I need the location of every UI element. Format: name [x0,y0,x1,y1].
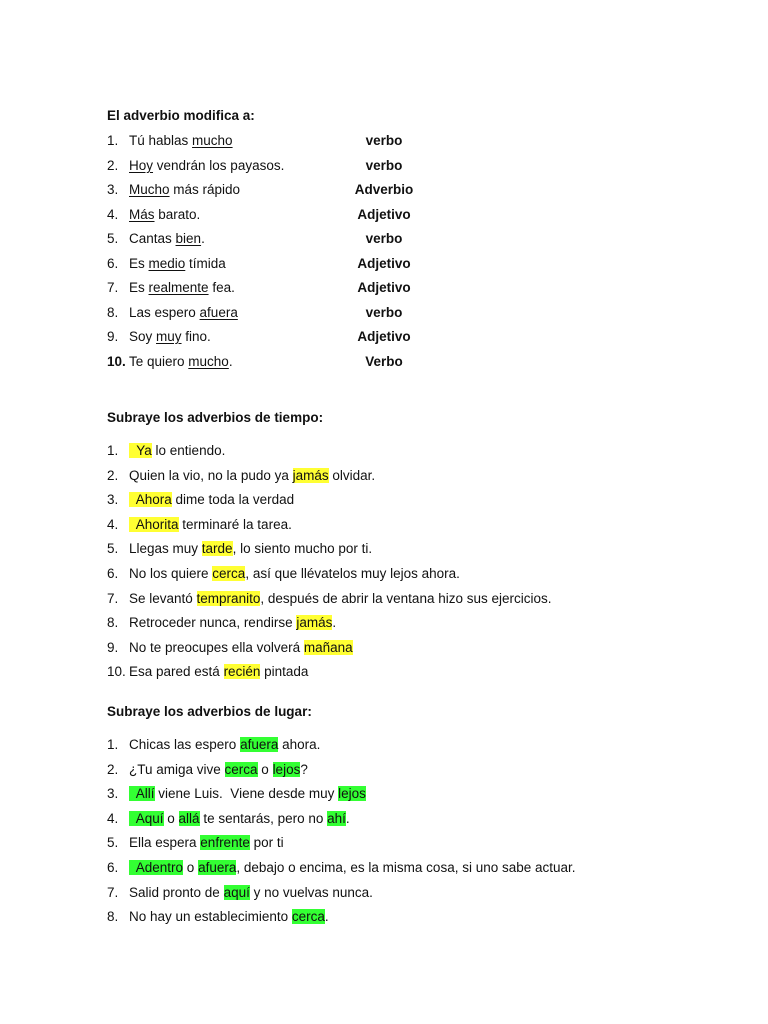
section2-item [107,515,292,535]
item-text: barato. [154,207,201,222]
highlighted-word: jamás [292,468,329,483]
highlighted-word: tarde [201,541,233,556]
item-text: . [324,909,329,924]
item-text: Ella espera [129,835,201,850]
underlined-word: mucho [192,133,233,148]
item-number: 1. [107,133,119,148]
section1-item [107,131,233,151]
item-text: . [345,811,350,826]
section1-item [107,180,240,200]
section2-item [107,613,336,633]
item-number: 3. [107,492,119,507]
item-number: 3. [107,182,119,197]
item-text: Cantas [129,231,176,246]
item-text: o [183,860,199,875]
highlighted-word: Ahorita [129,517,179,532]
highlighted-word: mañana [303,640,353,655]
section1-item [107,327,211,347]
highlighted-word: allá [178,811,200,826]
section1-item [107,229,205,249]
highlighted-word: jamás [296,615,333,630]
highlighted-word: tempranito [196,591,261,606]
item-text: pintada [260,664,309,679]
answer-label: verbo [365,158,403,173]
item-text: fino. [181,329,211,344]
item-text: No te preocupes ella volverá [129,640,304,655]
item-number: 2. [107,762,119,777]
section3-item [107,784,366,804]
item-text: olvidar. [328,468,376,483]
section-heading-tiempo: Subraye los adverbios de tiempo: [107,410,324,425]
section1-item [107,156,284,176]
highlighted-word: Allí [129,786,155,801]
item-text: Chicas las espero [129,737,241,752]
section2-item [107,539,372,559]
section2-item [107,441,225,461]
section2-item [107,490,294,510]
item-number: 5. [107,231,119,246]
item-text: te sentarás, pero no [199,811,328,826]
item-text: terminaré la tarea. [178,517,292,532]
section3-item [107,760,308,780]
item-text: , lo siento mucho por ti. [232,541,373,556]
item-number: 6. [107,566,119,581]
section1-item [107,205,200,225]
item-text: Es [129,256,149,271]
highlighted-word: lejos [272,762,301,777]
item-text: Llegas muy [129,541,202,556]
highlighted-word: afuera [240,737,279,752]
item-number: 4. [107,811,119,826]
item-text: lo entiendo. [151,443,226,458]
section3-item [107,858,576,878]
item-text: Las espero [129,305,200,320]
item-text: o [257,762,273,777]
section1-item [107,254,226,274]
item-text: , así que llévatelos muy lejos ahora. [245,566,460,581]
item-text: Te quiero [129,354,189,369]
item-number: 8. [107,305,119,320]
section3-item [107,883,373,903]
section2-item [107,564,460,584]
item-number: 9. [107,329,119,344]
highlighted-word: enfrente [200,835,250,850]
item-text: . [332,615,337,630]
item-number: 6. [107,860,119,875]
item-number: 6. [107,256,119,271]
highlighted-word: cerca [212,566,246,581]
item-number: 5. [107,835,119,850]
highlighted-word: lejos [338,786,366,801]
item-text: ? [300,762,308,777]
answer-label: Adjetivo [357,280,411,295]
underlined-word: bien [175,231,202,246]
item-text: viene Luis. Viene desde muy [154,786,339,801]
highlighted-word: recién [223,664,261,679]
highlighted-word: afuera [198,860,237,875]
section2-item [107,638,353,658]
item-number: 10. [107,664,126,679]
item-text: Soy [129,329,157,344]
highlighted-word: ahí [327,811,346,826]
item-number: 8. [107,615,119,630]
item-text: fea. [208,280,235,295]
answer-label: verbo [365,133,403,148]
item-number: 2. [107,158,119,173]
section2-item [107,662,308,682]
item-text: ¿Tu amiga vive [129,762,225,777]
item-number: 9. [107,640,119,655]
item-text: Salid pronto de [129,885,224,900]
item-text: ahora. [278,737,321,752]
item-number: 8. [107,909,119,924]
answer-label: verbo [365,231,403,246]
underlined-word: mucho [188,354,229,369]
section3-item [107,833,284,853]
item-text: , debajo o encima, es la misma cosa, si uno sabe actuar. [236,860,576,875]
section-heading-lugar: Subraye los adverbios de lugar: [107,704,312,719]
section2-item [107,589,552,609]
highlighted-word: Adentro [129,860,184,875]
item-text: vendrán los payasos. [153,158,285,173]
section3-item [107,809,350,829]
section1-item [107,352,233,372]
underlined-word: Más [129,207,155,222]
highlighted-word: Ya [129,443,152,458]
item-text: Es [129,280,149,295]
item-text: Retroceder nunca, rendirse [129,615,297,630]
answer-label: verbo [365,305,403,320]
item-number: 10. [107,354,126,369]
item-text: Se levantó [129,591,197,606]
item-number: 2. [107,468,119,483]
item-text: . [228,354,233,369]
answer-label: Verbo [365,354,403,369]
underlined-word: afuera [199,305,238,320]
item-number: 7. [107,885,119,900]
highlighted-word: Ahora [129,492,172,507]
item-text: dime toda la verdad [171,492,295,507]
answer-label: Adjetivo [357,207,411,222]
item-text: , después de abrir la ventana hizo sus ejercicios. [260,591,552,606]
section3-item [107,907,329,927]
section2-item [107,466,375,486]
item-text: Quien la vio, no la pudo ya [129,468,293,483]
item-number: 7. [107,280,119,295]
highlighted-word: cerca [224,762,258,777]
underlined-word: Mucho [129,182,170,197]
answer-label: Adjetivo [357,329,411,344]
item-number: 5. [107,541,119,556]
item-text: Esa pared está [129,664,224,679]
highlighted-word: Aquí [129,811,164,826]
underlined-word: Hoy [129,158,154,173]
section1-item [107,303,238,323]
item-number: 7. [107,591,119,606]
underlined-word: muy [156,329,182,344]
item-text: y no vuelvas nunca. [249,885,373,900]
item-number: 3. [107,786,119,801]
answer-label: Adverbio [354,182,414,197]
underlined-word: realmente [148,280,209,295]
item-text: Tú hablas [129,133,193,148]
item-text: No los quiere [129,566,213,581]
item-text: . [201,231,205,246]
item-text: o [163,811,179,826]
highlighted-word: cerca [291,909,325,924]
item-number: 1. [107,737,119,752]
section1-item [107,278,235,298]
item-number: 4. [107,517,119,532]
section3-item [107,735,320,755]
item-text: más rápido [169,182,241,197]
item-number: 1. [107,443,119,458]
underlined-word: medio [148,256,186,271]
highlighted-word: aquí [223,885,250,900]
item-text: No hay un establecimiento [129,909,292,924]
item-text: tímida [185,256,226,271]
item-number: 4. [107,207,119,222]
item-text: por ti [249,835,284,850]
answer-label: Adjetivo [357,256,411,271]
section-heading-modifica: El adverbio modifica a: [107,108,255,123]
